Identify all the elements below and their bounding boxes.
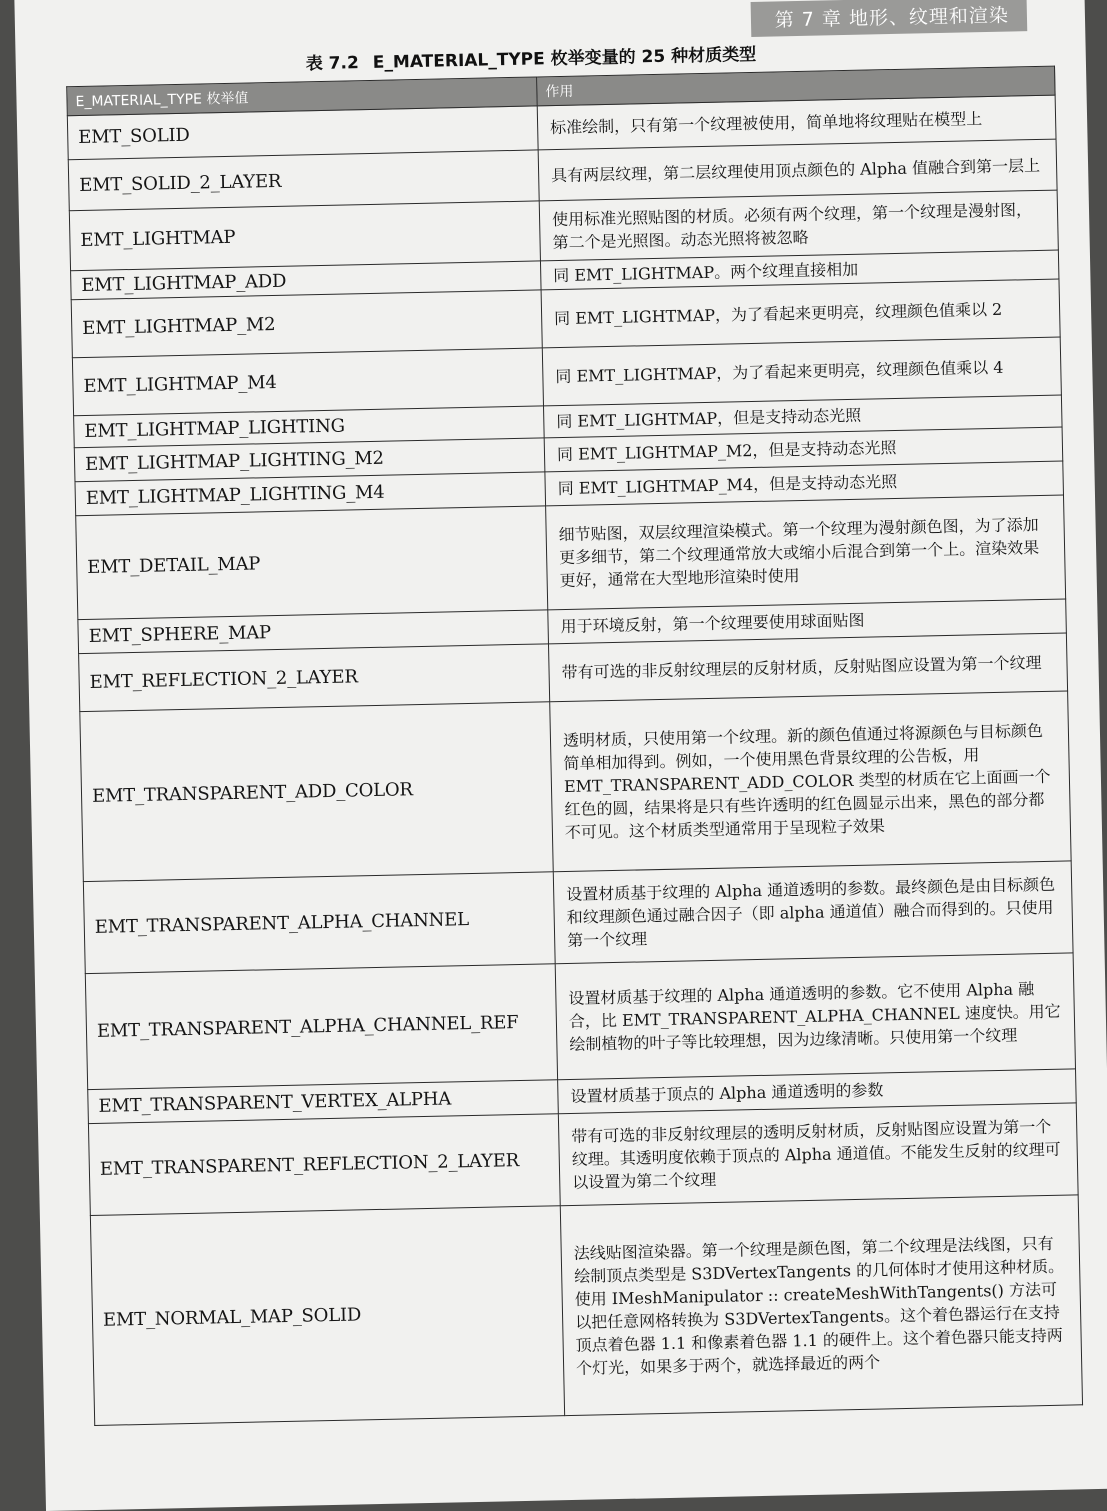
chapter-running-head: 第 7 章 地形、纹理和渲染 — [750, 0, 1027, 37]
enum-description: 带有可选的非反射纹理层的透明反射材质，反射贴图应设置为第一个纹理。其透明度依赖于顶点的 Alpha 通道值。不能发生反射的纹理可以设置为第二个纹理 — [558, 1103, 1078, 1206]
enum-name: EMT_TRANSPARENT_VERTEX_ALPHA — [88, 1080, 559, 1124]
enum-description: 同 EMT_LIGHTMAP，但是支持动态光照 — [543, 395, 1062, 438]
enum-name: EMT_REFLECTION_2_LAYER — [79, 644, 550, 712]
enum-name: EMT_SOLID — [67, 106, 538, 160]
enum-name: EMT_SPHERE_MAP — [78, 610, 549, 654]
enum-name: EMT_LIGHTMAP_LIGHTING_M4 — [75, 472, 546, 516]
enum-description: 带有可选的非反射纹理层的反射材质，反射贴图应设置为第一个纹理 — [548, 633, 1067, 702]
enum-description: 细节贴图，双层纹理渲染模式。第一个纹理为漫射颜色图，为了添加更多细节，第二个纹理通常放大或缩小后混合到第一个上。渲染效果更好，通常在大型地形渲染时使用 — [546, 495, 1066, 610]
table-row — [80, 691, 1071, 882]
enum-name: EMT_TRANSPARENT_ALPHA_CHANNEL_REF — [85, 964, 557, 1090]
enum-description: 同 EMT_LIGHTMAP_M2，但是支持动态光照 — [544, 427, 1063, 472]
material-type-table — [66, 66, 1083, 1426]
enum-name: EMT_LIGHTMAP_M2 — [71, 290, 542, 358]
enum-name: EMT_TRANSPARENT_ADD_COLOR — [80, 702, 553, 882]
enum-description: 用于环境反射，第一个纹理要使用球面贴图 — [548, 599, 1067, 644]
enum-name: EMT_DETAIL_MAP — [76, 506, 548, 620]
enum-name: EMT_NORMAL_MAP_SOLID — [90, 1206, 564, 1426]
enum-name: EMT_SOLID_2_LAYER — [68, 150, 539, 211]
enum-name: EMT_LIGHTMAP — [69, 201, 540, 271]
table-number: 表 7.2 — [305, 53, 360, 75]
table-title: E_MATERIAL_TYPE 枚举变量的 25 种材质类型 — [372, 44, 757, 73]
enum-description: 同 EMT_LIGHTMAP，为了看起来更明亮，纹理颜色值乘以 4 — [542, 337, 1061, 406]
enum-description: 设置材质基于纹理的 Alpha 通道透明的参数。最终颜色是由目标颜色和纹理颜色通过融合因子（即 alpha 通道值）融合而得到的。只使用第一个纹理 — [553, 861, 1073, 964]
enum-description: 同 EMT_LIGHTMAP_M4，但是支持动态光照 — [545, 461, 1064, 506]
enum-description: 使用标准光照贴图的材质。必须有两个纹理，第一个纹理是漫射图，第二个是光照图。动态光照将被忽略 — [539, 190, 1058, 261]
enum-name: EMT_LIGHTMAP_ADD — [71, 261, 542, 300]
enum-description: 同 EMT_LIGHTMAP，为了看起来更明亮，纹理颜色值乘以 2 — [541, 279, 1060, 348]
enum-name: EMT_TRANSPARENT_ALPHA_CHANNEL — [83, 872, 555, 974]
table-caption — [305, 40, 770, 75]
enum-description: 设置材质基于纹理的 Alpha 通道透明的参数。它不使用 Alpha 融合，比 EMT_TRANSPARENT_ALPHA_CHANNEL 速度快。用它绘制植物的叶子等比较理想，因为边缘清晰。只使用第一个纹理 — [555, 953, 1075, 1080]
book-page — [14, 0, 1107, 1511]
enum-description: 具有两层纹理，第二层纹理使用顶点颜色的 Alpha 值融合到第一层上 — [538, 139, 1057, 201]
enum-name: EMT_LIGHTMAP_M4 — [72, 348, 543, 416]
table-row — [85, 953, 1075, 1090]
header-enum-value: E_MATERIAL_TYPE 枚举值 — [67, 77, 538, 116]
enum-name: EMT_LIGHTMAP_LIGHTING_M2 — [74, 438, 545, 482]
header-effect: 作用 — [537, 66, 1055, 106]
enum-description: 标准绘制，只有第一个纹理被使用，简单地将纹理贴在模型上 — [537, 95, 1056, 150]
table-row — [90, 1195, 1082, 1426]
enum-description: 设置材质基于顶点的 Alpha 通道透明的参数 — [558, 1069, 1077, 1114]
enum-description: 同 EMT_LIGHTMAP。两个纹理直接相加 — [540, 250, 1058, 290]
table-row — [76, 495, 1066, 620]
enum-name: EMT_TRANSPARENT_REFLECTION_2_LAYER — [88, 1114, 560, 1216]
enum-description: 法线贴图渲染器。第一个纹理是颜色图，第二个纹理是法线图，只有绘制顶点类型是 S3DVertexTangents 的几何体时才使用这种材质。使用 IMeshManipulator :: createMeshWithTangents() 方法可以把任意网格转换为 S3DVertexTangents。这个着色器运行在支持顶点着色器 1.1 和像素着色器 1.1 的硬件上。这个着色器只能支持两个灯光，如果多于两个，就选择最近的两个 — [560, 1195, 1082, 1416]
enum-description: 透明材质，只使用第一个纹理。新的颜色值通过将源颜色与目标颜色简单相加得到。例如，一个使用黑色背景纹理的公告板，用 EMT_TRANSPARENT_ADD_COLOR 类型的材质在它上面画一个红色的圆，结果将是只有些许透明的红色圆显示出来，黑色的部分都不可见。这个材质类型通常用于呈现粒子效果 — [550, 691, 1071, 872]
enum-name: EMT_LIGHTMAP_LIGHTING — [74, 406, 545, 448]
